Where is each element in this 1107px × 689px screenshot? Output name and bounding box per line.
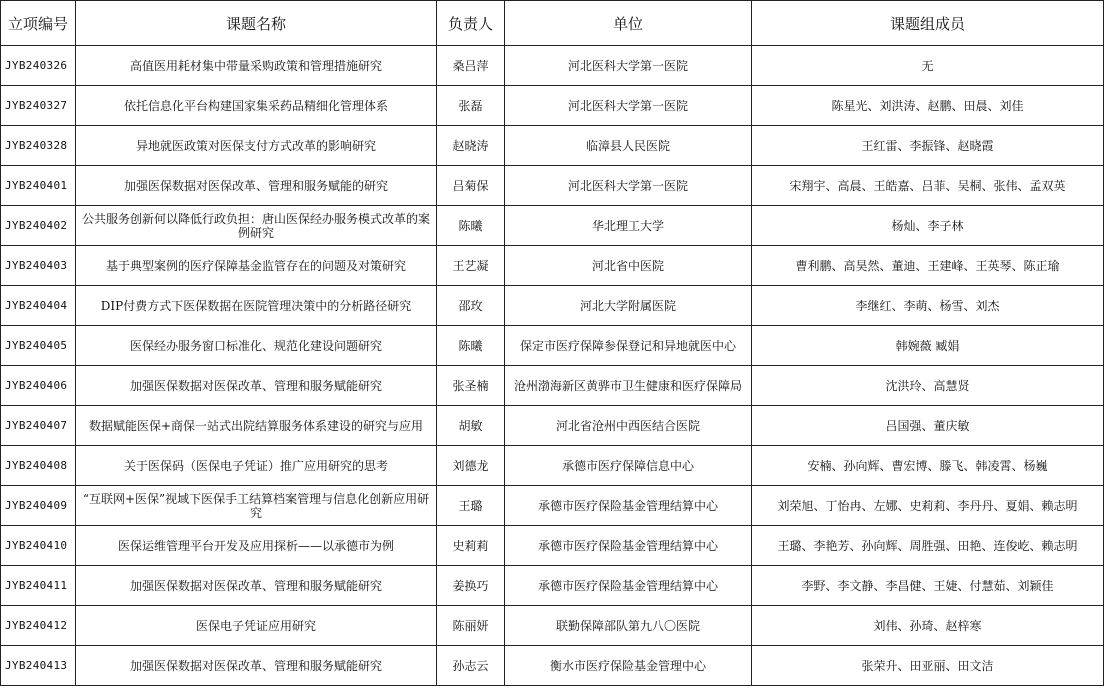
- cell-members: 陈星光、刘洪涛、赵鹏、田晨、刘佳: [752, 86, 1104, 126]
- cell-title: 异地就医政策对医保支付方式改革的影响研究: [76, 126, 437, 166]
- cell-leader: 姜换巧: [437, 566, 505, 606]
- cell-id: JYB240405: [1, 326, 76, 366]
- cell-leader: 孙志云: [437, 646, 505, 686]
- cell-title: 基于典型案例的医疗保障基金监管存在的问题及对策研究: [76, 246, 437, 286]
- cell-members: 李继红、李萌、杨雪、刘杰: [752, 286, 1104, 326]
- cell-members: 宋翔宇、高晨、王皓嘉、吕菲、吴桐、张伟、孟双英: [752, 166, 1104, 206]
- cell-id: JYB240327: [1, 86, 76, 126]
- cell-title: 公共服务创新何以降低行政负担：唐山医保经办服务模式改革的案例研究: [76, 206, 437, 246]
- cell-leader: 邵玫: [437, 286, 505, 326]
- cell-members: 安楠、孙向辉、曹宏博、滕飞、韩凌霄、杨巍: [752, 446, 1104, 486]
- cell-members: 曹利鹏、高昊然、董迪、王建峰、王英琴、陈正瑜: [752, 246, 1104, 286]
- cell-id: JYB240404: [1, 286, 76, 326]
- cell-leader: 史莉莉: [437, 526, 505, 566]
- header-leader: 负责人: [437, 1, 505, 46]
- cell-leader: 刘德龙: [437, 446, 505, 486]
- cell-id: JYB240328: [1, 126, 76, 166]
- cell-unit: 河北省沧州中西医结合医院: [505, 406, 752, 446]
- header-title: 课题名称: [76, 1, 437, 46]
- cell-title: 加强医保数据对医保改革、管理和服务赋能研究: [76, 566, 437, 606]
- cell-unit: 沧州渤海新区黄骅市卫生健康和医疗保障局: [505, 366, 752, 406]
- cell-unit: 河北医科大学第一医院: [505, 86, 752, 126]
- cell-title: 加强医保数据对医保改革、管理和服务赋能研究: [76, 646, 437, 686]
- cell-unit: 承德市医疗保障信息中心: [505, 446, 752, 486]
- cell-id: JYB240408: [1, 446, 76, 486]
- cell-leader: 张圣楠: [437, 366, 505, 406]
- cell-title: 高值医用耗材集中带量采购政策和管理措施研究: [76, 46, 437, 86]
- cell-unit: 河北省中医院: [505, 246, 752, 286]
- table-row: [1, 406, 1104, 446]
- cell-unit: 河北医科大学第一医院: [505, 166, 752, 206]
- cell-id: JYB240406: [1, 366, 76, 406]
- cell-title: DIP付费方式下医保数据在医院管理决策中的分析路径研究: [76, 286, 437, 326]
- header-row: [1, 1, 1104, 46]
- cell-leader: 王璐: [437, 486, 505, 526]
- cell-id: JYB240411: [1, 566, 76, 606]
- cell-id: JYB240403: [1, 246, 76, 286]
- cell-leader: 胡敏: [437, 406, 505, 446]
- cell-leader: 陈曦: [437, 206, 505, 246]
- table-row: [1, 566, 1104, 606]
- cell-id: JYB240409: [1, 486, 76, 526]
- cell-unit: 承德市医疗保险基金管理结算中心: [505, 566, 752, 606]
- cell-unit: 承德市医疗保险基金管理结算中心: [505, 526, 752, 566]
- cell-members: 杨灿、李子林: [752, 206, 1104, 246]
- table-row: [1, 206, 1104, 246]
- cell-title: 医保运维管理平台开发及应用探析——以承德市为例: [76, 526, 437, 566]
- table-row: [1, 126, 1104, 166]
- cell-members: 沈洪玲、高慧贤: [752, 366, 1104, 406]
- cell-unit: 联勤保障部队第九八〇医院: [505, 606, 752, 646]
- table-row: [1, 486, 1104, 526]
- table-row: [1, 366, 1104, 406]
- table-row: [1, 86, 1104, 126]
- table-row: [1, 286, 1104, 326]
- cell-members: 刘荣旭、丁怡冉、左娜、史莉莉、李丹丹、夏娟、赖志明: [752, 486, 1104, 526]
- header-members: 课题组成员: [752, 1, 1104, 46]
- cell-title: 医保电子凭证应用研究: [76, 606, 437, 646]
- cell-unit: 保定市医疗保障参保登记和异地就医中心: [505, 326, 752, 366]
- table-row: [1, 526, 1104, 566]
- cell-id: JYB240413: [1, 646, 76, 686]
- cell-title: 关于医保码（医保电子凭证）推广应用研究的思考: [76, 446, 437, 486]
- cell-members: 无: [752, 46, 1104, 86]
- table-row: [1, 46, 1104, 86]
- cell-id: JYB240402: [1, 206, 76, 246]
- cell-title: “互联网+医保”视域下医保手工结算档案管理与信息化创新应用研究: [76, 486, 437, 526]
- cell-members: 吕国强、董庆敏: [752, 406, 1104, 446]
- cell-unit: 河北医科大学第一医院: [505, 46, 752, 86]
- cell-id: JYB240410: [1, 526, 76, 566]
- cell-members: 张荣升、田亚丽、田文洁: [752, 646, 1104, 686]
- cell-members: 韩婉薇 臧娟: [752, 326, 1104, 366]
- cell-leader: 赵晓涛: [437, 126, 505, 166]
- cell-unit: 衡水市医疗保险基金管理中心: [505, 646, 752, 686]
- table-row: [1, 646, 1104, 686]
- cell-leader: 张磊: [437, 86, 505, 126]
- cell-unit: 承德市医疗保险基金管理结算中心: [505, 486, 752, 526]
- cell-title: 加强医保数据对医保改革、管理和服务赋能研究: [76, 366, 437, 406]
- cell-id: JYB240326: [1, 46, 76, 86]
- cell-members: 王璐、李艳芳、孙向辉、周胜强、田艳、连俊屹、赖志明: [752, 526, 1104, 566]
- cell-id: JYB240412: [1, 606, 76, 646]
- header-unit: 单位: [505, 1, 752, 46]
- cell-unit: 华北理工大学: [505, 206, 752, 246]
- table-row: [1, 606, 1104, 646]
- cell-unit: 临漳县人民医院: [505, 126, 752, 166]
- cell-title: 数据赋能医保+商保一站式出院结算服务体系建设的研究与应用: [76, 406, 437, 446]
- cell-leader: 吕菊保: [437, 166, 505, 206]
- cell-members: 王红雷、李振锋、赵晓霞: [752, 126, 1104, 166]
- cell-members: 李野、李文静、李昌健、王婕、付慧茹、刘颖佳: [752, 566, 1104, 606]
- cell-leader: 陈曦: [437, 326, 505, 366]
- table-row: [1, 166, 1104, 206]
- cell-leader: 王艺凝: [437, 246, 505, 286]
- cell-title: 依托信息化平台构建国家集采药品精细化管理体系: [76, 86, 437, 126]
- table-row: [1, 246, 1104, 286]
- table-row: [1, 326, 1104, 366]
- cell-title: 加强医保数据对医保改革、管理和服务赋能的研究: [76, 166, 437, 206]
- cell-leader: 陈丽妍: [437, 606, 505, 646]
- table-row: [1, 446, 1104, 486]
- cell-id: JYB240407: [1, 406, 76, 446]
- cell-unit: 河北大学附属医院: [505, 286, 752, 326]
- cell-id: JYB240401: [1, 166, 76, 206]
- cell-leader: 桑吕萍: [437, 46, 505, 86]
- header-id: 立项编号: [1, 1, 76, 46]
- cell-title: 医保经办服务窗口标准化、规范化建设问题研究: [76, 326, 437, 366]
- cell-members: 刘伟、孙琦、赵梓寒: [752, 606, 1104, 646]
